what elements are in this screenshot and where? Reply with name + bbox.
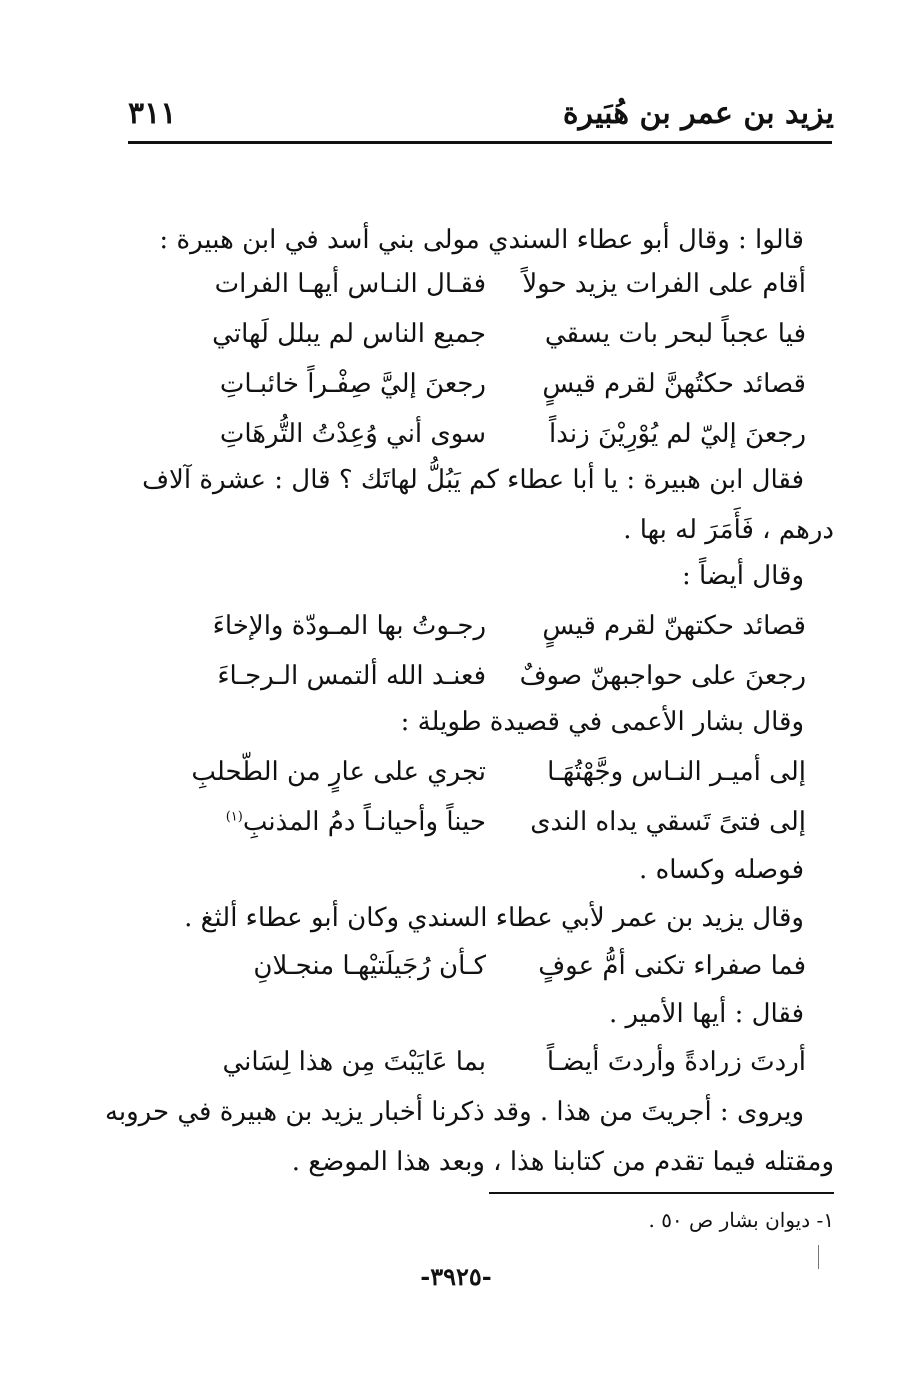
paragraph-line: فقال : أيها الأمير . [608, 999, 804, 1029]
verse-second-hemistich: كـأن رُجَيلَتيْهـا منجـلانِ [253, 951, 486, 981]
verse-second-hemistich: فعنـد الله ألتمس الـرجـاءَ [217, 661, 486, 691]
header-rule [128, 141, 832, 144]
verse-line [156, 754, 806, 790]
verse-first-hemistich: فما صفراء تكنى أمُّ عوفٍ [538, 951, 806, 981]
verse-first-hemistich: رجعنَ إليّ لم يُوْرِيْنَ زنداً [549, 419, 806, 449]
paragraph-line: وقال يزيد بن عمر لأبي عطاء السندي وكان أبو عطاء ألثغ . [184, 903, 804, 933]
paragraph-line: فوصله وكساه . [639, 855, 804, 885]
verse-first-hemistich: أقام على الفرات يزيد حولاً [522, 269, 806, 299]
verse-first-hemistich: قصائد حكتُهنَّ لقرم قيسٍ [542, 369, 806, 399]
verse-line [156, 416, 806, 452]
verse-line [156, 316, 806, 352]
verse-first-hemistich: أردتَ زرادةً وأردتَ أيضـاً [546, 1047, 806, 1077]
verse-first-hemistich: إلى أميـر النـاس وجَّهْتُهَـا [547, 757, 806, 787]
paragraph-line: ومقتله فيما تقدم من كتابنا هذا ، وبعد هذا الموضع . [291, 1147, 834, 1177]
verse-second-hemistich: جميع الناس لم يبلل لَهاتي [212, 319, 486, 349]
paragraph-line: وقال بشار الأعمى في قصيدة طويلة : [400, 707, 804, 737]
paragraph-line: وقال أيضاً : [681, 561, 804, 591]
verse-line [156, 608, 806, 644]
verse-line [156, 266, 806, 302]
verse-second-hemistich [156, 804, 486, 840]
verse-line [156, 948, 806, 984]
paragraph-line: فقال ابن هبيرة : يا أبا عطاء كم يَبُلُّ لهاتَك ؟ قال : عشرة آلاف [142, 465, 804, 495]
paragraph-line: درهم ، فَأَمَرَ له بها . [623, 515, 834, 545]
paragraph-intro: قالوا : وقال أبو عطاء السندي مولى بني أسد في ابن هبيرة : [159, 225, 804, 255]
verse-line [156, 366, 806, 402]
footnote-reference: (١) [225, 809, 243, 825]
verse-second-hemistich: بما عَايَبْتَ مِن هذا لِسَاني [222, 1047, 486, 1077]
verse-first-hemistich: قصائد حكتهنّ لقرم قيسٍ [542, 611, 806, 641]
verse-second-hemistich-text: حيناً وأحيانـاً دمُ المذنبِ [242, 807, 486, 837]
verse-line [156, 804, 806, 840]
verse-line [156, 658, 806, 694]
verse-second-hemistich: فقـال النـاس أيهـا الفرات [214, 269, 486, 299]
footnote: ١- ديوان بشار ص ٥٠ . [648, 1208, 834, 1232]
paragraph-line: ويروى : أجريتَ من هذا . وقد ذكرنا أخبار يزيد بن هبيرة في حروبه [104, 1097, 804, 1127]
footer-page-number: -٣٩٢٥- [420, 1262, 492, 1291]
verse-first-hemistich: إلى فتىً تَسقي يداه الندى [530, 807, 806, 837]
verse-first-hemistich: فيا عجباً لبحر بات يسقي [544, 319, 806, 349]
running-header-page-number: ٣١١ [128, 96, 177, 131]
verse-second-hemistich: سوى أني وُعِدْتُ التُّرهَاتِ [219, 419, 486, 449]
verse-line [156, 1044, 806, 1080]
running-header-title: يزيد بن عمر بن هُبَيرة [562, 96, 834, 131]
verse-first-hemistich: رجعنَ على حواجبهنّ صوفٌ [519, 661, 806, 691]
verse-second-hemistich: رجـوتُ بها المـودّة والإخاءَ [212, 611, 486, 641]
verse-second-hemistich: تجري على عارٍ من الطّحلبِ [191, 757, 486, 787]
footnote-rule [489, 1192, 834, 1194]
verse-second-hemistich: رجعنَ إليَّ صِفْـراً خائبـاتِ [219, 369, 486, 399]
